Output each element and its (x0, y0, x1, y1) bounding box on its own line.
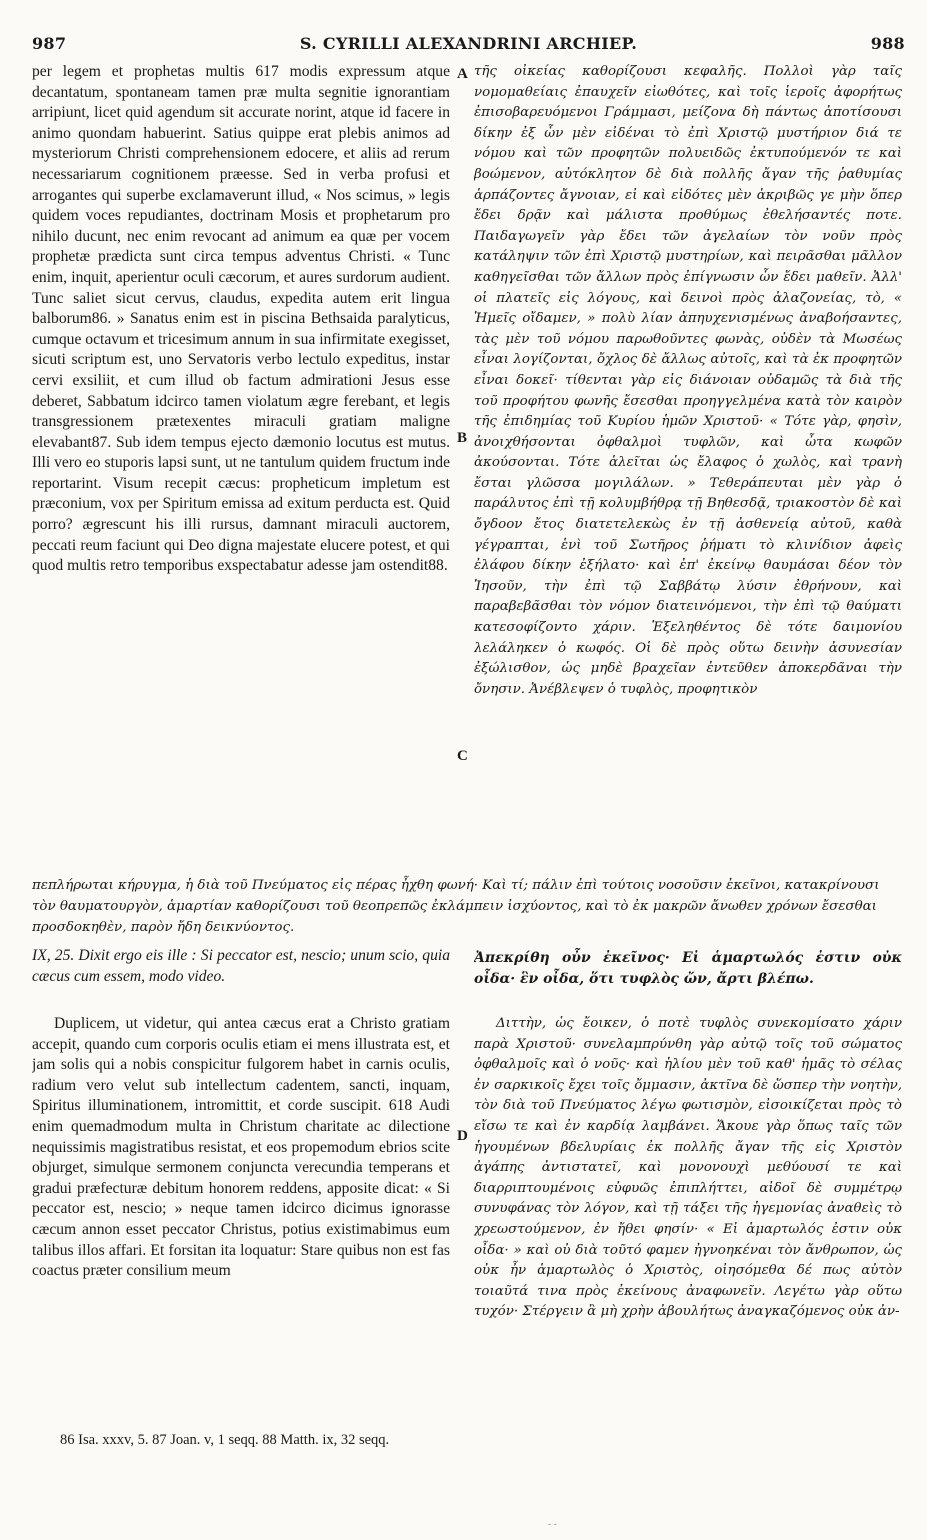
footnotes: 86 Isa. xxxv, 5. 87 Joan. v, 1 seqq. 88 Matth. ix, 32 seqq. (60, 1432, 390, 1448)
greek-verse-text: Ἀπεκρίθη οὖν ἐκεῖνος· Εἰ ἁμαρτωλός ἐστιν οὐκ οἶδα· ἓν οἶδα, ὅτι τυφλὸς ὤν, ἄρτι βλέπω. (474, 950, 902, 987)
latin-verse-text: IX, 25. Dixit ergo eis ille : Si peccator est, nescio; unum scio, quia cæcus cum essem, modo video. (32, 947, 450, 985)
margin-letter-a: A (457, 66, 468, 82)
page-number-right: 988 (870, 34, 905, 53)
page-number-left: 987 (32, 34, 67, 53)
margin-letter-d: D (457, 1128, 468, 1144)
greek-continuation: πεπλήρωται κήρυγμα, ἡ διὰ τοῦ Πνεύματος εἰς πέρας ἦχθη φωνή· Καὶ τί; πάλιν ἐπὶ τούτοις νοσοῦσιν ἐκεῖνοι, κατακρίνουσι τὸν θαυματουργὸν, ἁμαρτίαν καθορίζουσι τοῦ θεοπρεπῶς ἐκλάμπειν ἰσχύοντος, καὶ τὸ ἐκ μακρῶν ἄνωθεν χρόνων ἔσεσθαι προσδοκηθὲν, παρὸν ἤδη δεικνύοντος. (32, 878, 880, 935)
latin-commentary: Duplicem, ut videtur, qui antea cæcus erat a Christo gratiam accepit, quando cum corporis oculis etiam ei mens illustrata est, et jam solis qui a nobis conspicitur fulgorem habet in carnis oculis, radium vero velut sub intellectum cadentem, sancti, inquam, Spiritus illuminationem, intromittit, et corde suscipit. 618 Audi enim quemadmodum multa in Christum charitate ac dilectione nequissimis magistratibus resistat, et eos propemodum ebrios scite objurget, simulque sermonem conjuncta verecundia temperans et gradui præfecturæ debitum honorem reddens, apposite dicat: « Si peccator est, nescio; » neque tamen idcirco dicimus ignorasse cæcum annon esset peccator Christus, potius existimabimus eum talibus illos affari. Et forsitan ita loquatur: Stare quibus non est fas coactus præter consilium meum (32, 1015, 450, 1280)
greek-verse-heading (474, 948, 902, 998)
latin-paragraph: per legem et prophetas multis 617 modis expressum atque decantatum, spontaneam tamen præ multa segnitie ignorantiam arripiunt, licet quid agendum sit accurate norint, atque id facere in animo quondam habuerint. Satius quippe erat plebis animos ad mysteriorum Christi comprehensionem edocere, et aliis ad rerum necessariarum cognitionem præesse. Sed in verba profusi et arrogantes qui superbe exclamaverunt illud, « Nos scimus, » legis quidem voces repudiantes, doctrinam Mosis et prophetarum pro nihilo ducunt, nec enim revocant ad animum ea quæ per vocem prophetæ prædicta sunt circa tempus adventus Christi. « Tunc enim, inquit, aperientur oculi cæcorum, et aures surdorum audient. Tunc saliet sicut cervus, claudus, expedita autem erit lingua balborum86. » Sanatus enim est in piscina Bethsaida paralyticus, cumque octavum et tricesimum annum in sua infirmitate exegisset, sicuti scriptum est, uno Servatoris verbo lectulo expeditus, instar cervi exsiliit, et cum illud ob factum admirationi Jesus esse deberet, Sabbatum idcirco tamen violatum ægre ferebant, et legis transgressionem prætexentes miraculi gratiam maligne elevabant87. Sub idem tempus ejecto dæmonio locutus est mutus. Illi vero eo stuporis lapsi sunt, ut ne tantulum quidem fructum inde reportarint. Visum recepit cæcus: propheticum impletum est præconium, vox per Spiritum emissa ad exitum perducta est. Quid porro? ægrescunt his illi rursus, damnant miraculi auctorem, peccati reum faciunt qui Deo digna majestate elucere potest, et qui quod multis retro temporibus exspectabatur adesse jam ostendit88. (32, 63, 450, 575)
latin-column-bottom (32, 1014, 450, 1416)
greek-column-top (474, 62, 902, 874)
running-title: S. CYRILLI ALEXANDRINI ARCHIEP. (299, 34, 638, 53)
page-speck: - - (548, 1520, 557, 1530)
margin-letter-b: B (457, 430, 468, 446)
greek-paragraph: τῆς οἰκείας καθορίζουσι κεφαλῆς. Πολλοὶ γὰρ ταῖς νομομαθείαις ἐπαυχεῖν εἰωθότες, καὶ τοῖς ἱεροῖς ἀφορήτως ἐπισοβαρευόμενοι Γράμμασι, μείζονα δὴ πάντως ἀποτίσουσι δίκην ἐξ ὧν μὲν εἰδέναι τὸ ἐπὶ Χριστῷ μυστήριον διά τε νόμου καὶ τῶν προφητῶν πολυειδῶς ἐκτυπούμενόν τε καὶ βοώμενον, αὐτόκλητον δὲ διὰ πολλῆς ἄγαν τῆς ῥαθυμίας ἁρπάζοντες ἄγνοιαν, εἰ καὶ εἰδότες μὲν ἀκριβῶς γε μὴν ὅπερ ἔδει δρᾷν καὶ μάλιστα προθύμως ἐθελήσαντές ποτε. Παιδαγωγεῖν γὰρ ἔδει τῶν ἀγελαίων τὸν νοῦν πρὸς κατάληψιν τῶν ἐπὶ Χριστῷ μυστηρίων, καὶ πειρᾶσθαι μᾶλλον καθηγεῖσθαι τῶν ἄλλων πρὸς ἐπίγνωσιν ὧν ἔδει μαθεῖν. Ἀλλ' οἱ πλατεῖς εἰς λόγους, καὶ δεινοὶ πρὸς ἀλαζονείας, τὸ, « Ἡμεῖς οἴδαμεν, » πολὺ λίαν ἀπηυχενισμένως ἀναβοήσαντες, τὰς μὲν τοῦ νόμου παρωθοῦντες φωνὰς, οὐδὲν τὰ Μωσέως εἶναι λογίζονται, ὄχλος δὲ ἄλλως αὐτοῖς, καὶ τὰ ἐκ προφητῶν εἶναι δοκεῖ· τίθενται γὰρ εἰς διάνοιαν οὐδαμῶς τὰ διὰ τῆς τοῦ προφήτου φωνῆς ἔσεσθαι προηγγελμένα κατὰ τὸν καιρὸν τῆς ἐπιδημίας τοῦ Κυρίου ἡμῶν Χριστοῦ· « Τότε γὰρ, φησὶν, ἀνοιχθήσονται ὀφθαλμοὶ τυφλῶν, καὶ ὦτα κωφῶν ἀκούσονται. Τότε ἁλεῖται ὡς ἔλαφος ὁ χωλὸς, καὶ τρανὴ ἔσται γλῶσσα μογιλάλων. » Τεθεράπευται μὲν γὰρ ὁ παράλυτος ἐπὶ τῇ κολυμβήθρᾳ τῇ Βηθεσδᾷ, τριακοστὸν δὲ καὶ ὄγδοον ἔτος διατετελεκὼς ἐν τῇ ἀσθενείᾳ αὐτοῦ, καθὰ γέγραπται, ἑνὶ τοῦ Σωτῆρος ῥήματι τὸ κλινίδιον ἀφεὶς ἐλάφου δίκην ἐξήλατο· καὶ ἐπ' ἐκείνῳ θαυμάσαι δέον τὸν Ἰησοῦν, τὴν ἐπὶ τῷ Σαββάτῳ λύσιν ἐθρήνουν, καὶ παραβεβᾶσθαι τὸν νόμον διατεινόμενοι, τὴν ἐπὶ τῷ θαύματι κατεσοφίζοντο χάριν. Ἐξεληθέντος δὲ τότε δαιμονίου λελάληκεν ὁ κωφός. Οἱ δὲ πρὸς οὕτω δεινὴν ἀσυνεσίαν ἐξώλισθον, ὡς μηδὲ βραχεῖαν ἐντεῦθεν ἀποκερδᾶναι τὴν ὄνησιν. Ἀνέβλεψεν ὁ τυφλὸς, προφητικὸν (474, 64, 902, 697)
greek-full-width (32, 875, 902, 941)
margin-letter-c: C (457, 748, 468, 764)
latin-column-top (32, 62, 450, 874)
greek-commentary: Διττὴν, ὡς ἔοικεν, ὁ ποτὲ τυφλὸς συνεκομίσατο χάριν παρὰ Χριστοῦ· συνελαμπρύνθη γὰρ αὐτῷ τοῖς τοῦ σώματος ὀφθαλμοῖς καὶ ὁ νοῦς· καὶ ἡλίου μὲν τοῦ καθ' ἡμᾶς τὸ σέλας ἐν σαρκικοῖς ἔχει τοῖς ὄμμασιν, ἀκτῖνα δὲ ὥσπερ τὴν νοητὴν, τὸν διὰ τοῦ Πνεύματος λέγω φωτισμὸν, εἰσοικίζεται πρὸς τὸ εἴσω τε καὶ ἐν καρδίᾳ λαμβάνει. Ἄκουε γὰρ ὅπως ταῖς τῶν ἡγουμένων βδελυρίαις ἐκ πολλῆς ἄγαν τῆς εἰς Χριστὸν ἀγάπης ἀντιστατεῖ, καὶ μονονουχὶ μεθύουσί τε καὶ διαρριπτουμένοις εὐφυῶς ἐπιπλήττει, αἰδοῖ δὲ συμμέτρῳ συνυφάνας τὸν λόγον, καὶ τῇ τάξει τῆς ἡγεμονίας ἀναθεὶς τὸ χρεωστούμενον, ἐν ἤθει φησίν· « Εἰ ἁμαρτωλός ἐστιν οὐκ οἶδα· » καὶ οὐ διὰ τοῦτό φαμεν ἠγνοηκέναι τὸν ἄνθρωπον, ὡς οὐκ ἦν ἁμαρτωλὸς ὁ Χριστὸς, οἰησόμεθα δέ πως αὐτὸν τοιαῦτά τινα πρὸς ἐκείνους ἀναφωνεῖν. Λεγέτω γὰρ οὕτω τυχόν· Στέργειν ἃ μὴ χρὴν ἀβουλήτως ἀναγκαζόμενος οὐκ ἀν- (474, 1016, 902, 1320)
latin-verse-heading (32, 946, 450, 1008)
running-header (32, 34, 905, 56)
greek-column-bottom (474, 1014, 902, 1416)
